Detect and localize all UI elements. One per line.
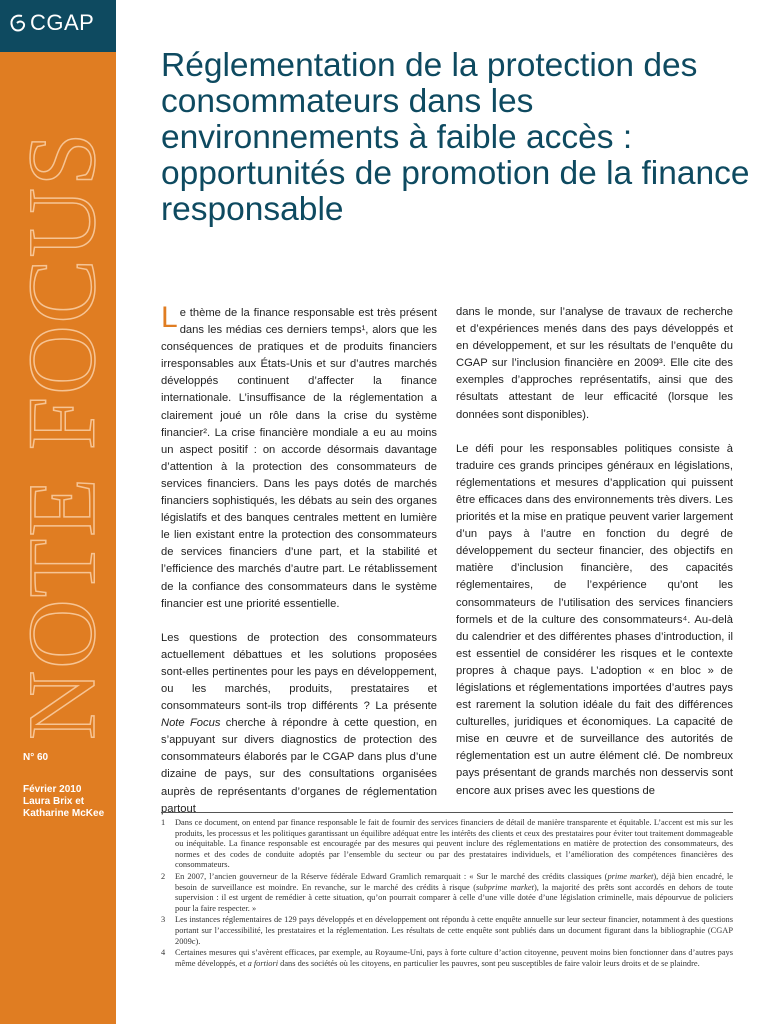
cgap-swirl-icon: [8, 12, 28, 34]
footnote-text: [175, 948, 733, 969]
logo-box: [0, 0, 116, 52]
note-focus-italic: Note Focus: [161, 717, 221, 730]
footnote-3: [161, 915, 733, 947]
dropcap: L: [161, 301, 178, 334]
sidebar: [0, 0, 116, 1024]
series-label: NOTE FOCUS: [8, 130, 115, 740]
brand-name: CGAP: [30, 10, 95, 35]
body-column-right: [456, 304, 733, 817]
footnote-2-subprime: subprime market: [476, 882, 534, 892]
footnote-2-a: En 2007, l’ancien gouverneur de la Réserve fédérale Edward Gramlich remarquait : « Sur le marché des crédits classiques (: [175, 871, 608, 881]
footnote-text: [175, 872, 733, 914]
footnote-number: 4: [161, 948, 166, 958]
footnote-number: 3: [161, 915, 166, 925]
footnote-2-c: ), la majorité des prêts sont accordés en dehors de toute supervision : il est urgent de remédier à cette situation, qu’on pourrait comparer à celle d’une ville dotée d’une législation criminelle, mais dépourvue de policiers pour la faire respecter. »: [175, 882, 733, 913]
footnote-4-a: Certaines mesures qui s’avèrent efficaces, par exemple, au Royaume-Uni, pays à forte culture d’action citoyenne, peuvent moins bien fonctionner dans d’autres pays même développés, et: [175, 948, 733, 968]
footnote-2-b: ), déjà bien encadré, le besoin de surveillance est moindre. En revanche, sur le marché des crédits à risque (: [175, 871, 734, 892]
footnote-4-italic: a fortiori: [247, 958, 279, 968]
paragraph-1: [161, 301, 437, 613]
paragraph-2-text-a: Les questions de protection des consommateurs actuellement débattues et les solutions proposées sont-elles pertinentes pour les pays en développement, ou les marchés, produits, prestataires et consommateurs sont-ils trop différents ? La présente: [161, 631, 437, 713]
footnote-divider: [161, 812, 733, 813]
author-1: Laura Brix et: [23, 796, 85, 807]
paragraph-4: Le défi pour les responsables politiques consiste à traduire ces grands principes généraux en législations, réglementations et mesures d’application qui puissent être efficaces dans des environnements très divers. Les priorités et la mise en pratique peuvent varier largement d’un pays à l’autre en fonction du degré de développement du secteur financier, des objectifs en matière d’inclusion financière, des capacités réglementaires, de l’expérience qu’ont les consommateurs de l’utilisation des services financiers formels et de la culture des consommateurs⁴. Au-delà du calendrier et des différentes phases d’introduction, il est essentiel de considérer les risques et le contexte propres à chaque pays. L’adoption « en bloc » de législations et réglementations importées d’autres pays est rarement la solution idéale du fait des différences culturelles, juridiques et économiques. La capacité de mise en œuvre et de surveillance des autorités de réglementation est un autre élément clé. De nombreux pays présentant de grands marchés non desservis sont encore aux prises avec les questions de: [456, 442, 733, 797]
cgap-logo: [8, 10, 94, 36]
paragraph-1-text: e thème de la finance responsable est très présent dans les médias ces derniers temps¹, alors que les conséquences de pratiques et de produits financiers irresponsables aux États-Unis et sur d’autres marchés développés continuent d’affecter la finance internationale. L’insuffisance de la réglementation a clairement joué un rôle dans la crise du système financier². La crise financière mondiale a eu au moins un aspect positif : on accorde désormais davantage d’attention à la protection des consommateurs de services financiers. Dans les pays dotés de marchés financiers sophistiqués, les débats au sein des organes législatifs et des banques centrales mettent en lumière le lien existant entre la protection des consommateurs de services financiers d’une part, et la stabilité et l’efficience des marchés d’autre part. Le rétablissement de la confiance des consommateurs dans le système financier est une priorité essentielle.: [161, 307, 437, 610]
body-column-left: [161, 301, 437, 835]
author-2: Katharine McKee: [23, 808, 105, 819]
footnote-text: Dans ce document, on entend par finance responsable le fait de fournir des services financiers de détail de manière transparente et équitable. L’accent est mis sur les produits, les processus et les politiques garantissant un équilibre adéquat entre les intérêts des clients et ceux des prestataires pour éviter tout traitement dommageable ou inéquitable. La finance responsable est encouragée par des mesures qui peuvent inclure des réglementations en matière de protection des consommateurs, des normes et des codes de conduite adoptés par l’ensemble du secteur ou par des prestataires individuels, et l’amélioration des compétences financières des consommateurs.: [175, 818, 733, 870]
footnote-2: [161, 872, 733, 914]
paragraph-2-text-b: cherche à répondre à cette question, en s’appuyant sur divers diagnostics de protection des consommateurs élaborés par le CGAP dans plus d’une dizaine de pays, sur des consultations organisées auprès de représentants d’organes de réglementation partout: [161, 717, 437, 815]
footnote-4-b: dans des sociétés où les citoyens, en particulier les pauvres, sont peu susceptibles de faire valoir leurs droits et de se plaindre.: [278, 958, 700, 968]
footnote-number: 2: [161, 871, 166, 881]
publication-date: Février 2010: [23, 784, 82, 795]
footnote-4: [161, 948, 733, 969]
paragraph-2: [161, 630, 437, 818]
footnote-1: [161, 818, 733, 871]
issue-number: N° 60: [23, 752, 49, 763]
footnote-number: 1: [161, 818, 166, 827]
footnotes: [161, 818, 733, 970]
footnote-text: Les instances réglementaires de 129 pays développés et en développement ont répondu à cette enquête annuelle sur leur secteur financier, notamment à des questions portant sur l’accessibilité, les prestataires et la réglementation. Les résultats de cette enquête sont publiés dans un document figurant dans la bibliographie (CGAP 2009c).: [175, 915, 733, 946]
paragraph-3: dans le monde, sur l’analyse de travaux de recherche et d’expériences menés dans des pays développés et en développement, et sur les résultats de l’enquête du CGAP sur l’inclusion financière en 2009³. Elle cite des exemples d’approches représentatifs, ainsi que des résultats attestant de leur efficacité (lorsque les données sont disponibles).: [456, 306, 733, 421]
footnote-2-prime: prime market: [607, 871, 654, 881]
page-title: Réglementation de la protection des consommateurs dans les environnements à faible accès : opportunités de promotion de la finance responsable: [161, 47, 750, 228]
